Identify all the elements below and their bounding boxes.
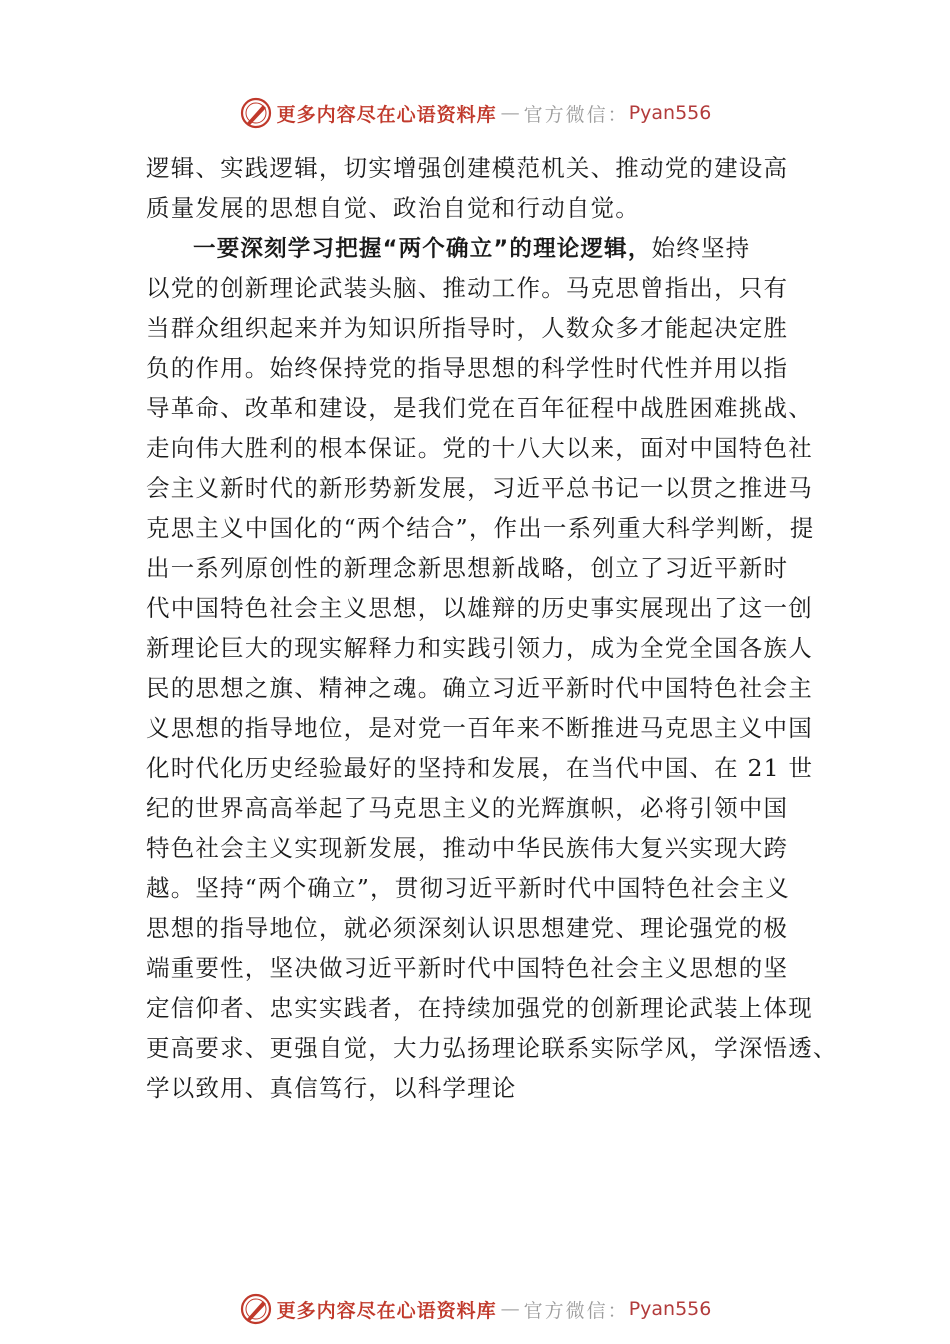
text-line: 出一系列原创性的新理念新思想新战略，创立了习近平新时 [146,554,789,582]
text-line: 特色社会主义实现新发展，推动中华民族伟大复兴实现大跨 [146,834,789,862]
banner-wechat-label: 官方微信： [523,1299,629,1322]
text-line: 更高要求、更强自觉，大力弘扬理论联系实际学风，学深悟透、 [146,1034,838,1062]
header-banner [0,96,950,130]
section-heading-line [146,228,846,268]
text-line: 逻辑、实践逻辑，切实增强创建模范机关、推动党的建设高 [146,154,789,182]
text-line: 学以致用、真信笃行，以科学理论 [146,1074,517,1102]
text-line: 克思主义中国化的“两个结合”，作出一系列重大科学判断，提 [146,514,815,542]
text-line: 以党的创新理论武装头脑、推动工作。马克思曾指出，只有 [146,274,789,302]
text-line: 新理论巨大的现实解释力和实践引领力，成为全党全国各族人 [146,634,813,662]
banner-wechat-label: 官方微信： [523,103,629,126]
text-line: 质量发展的思想自觉、政治自觉和行动自觉。 [146,194,640,222]
text-line: 纪的世界高高举起了马克思主义的光辉旗帜，必将引领中国 [146,794,789,822]
document-body [146,148,846,1108]
banner-dash: — [500,1298,520,1320]
footer-banner [0,1292,950,1326]
text-line: 始终坚持 [651,234,751,262]
text-line: 定信仰者、忠实实践者，在持续加强党的创新理论武装上体现 [146,994,813,1022]
text-line: 当群众组织起来并为知识所指导时，人数众多才能起决定胜 [146,314,789,342]
text-line: 负的作用。始终保持党的指导思想的科学性时代性并用以指 [146,354,789,382]
text-line: 代中国特色社会主义思想，以雄辩的历史事实展现出了这一创 [146,594,813,622]
text-line: 义思想的指导地位，是对党一百年来不断推进马克思主义中国 [146,714,813,742]
banner-wechat-id: Pyan556 [628,102,712,124]
section-heading: 一要深刻学习把握“两个确立”的理论逻辑， [193,236,652,262]
text-line: 端重要性，坚决做习近平新时代中国特色社会主义思想的坚 [146,954,789,982]
text-line: 会主义新时代的新形势新发展，习近平总书记一以贯之推进马 [146,474,813,502]
banner-wechat-id: Pyan556 [628,1298,712,1320]
banner-dash: — [500,102,520,124]
text-line: 民的思想之旗、精神之魂。确立习近平新时代中国特色社会主 [146,674,813,702]
text-line: 化时代化历史经验最好的坚持和发展，在当代中国、在 21 世 [146,754,814,782]
pen-seal-icon [239,96,273,130]
banner-lead-text: 更多内容尽在心语资料库 [276,1299,497,1322]
text-line: 越。坚持“两个确立”，贯彻习近平新时代中国特色社会主义 [146,874,790,902]
text-line: 走向伟大胜利的根本保证。党的十八大以来，面对中国特色社 [146,434,813,462]
banner-lead-text: 更多内容尽在心语资料库 [276,103,497,126]
pen-seal-icon [239,1292,273,1326]
text-line: 思想的指导地位，就必须深刻认识思想建党、理论强党的极 [146,914,789,942]
text-line: 导革命、改革和建设，是我们党在百年征程中战胜困难挑战、 [146,394,813,422]
